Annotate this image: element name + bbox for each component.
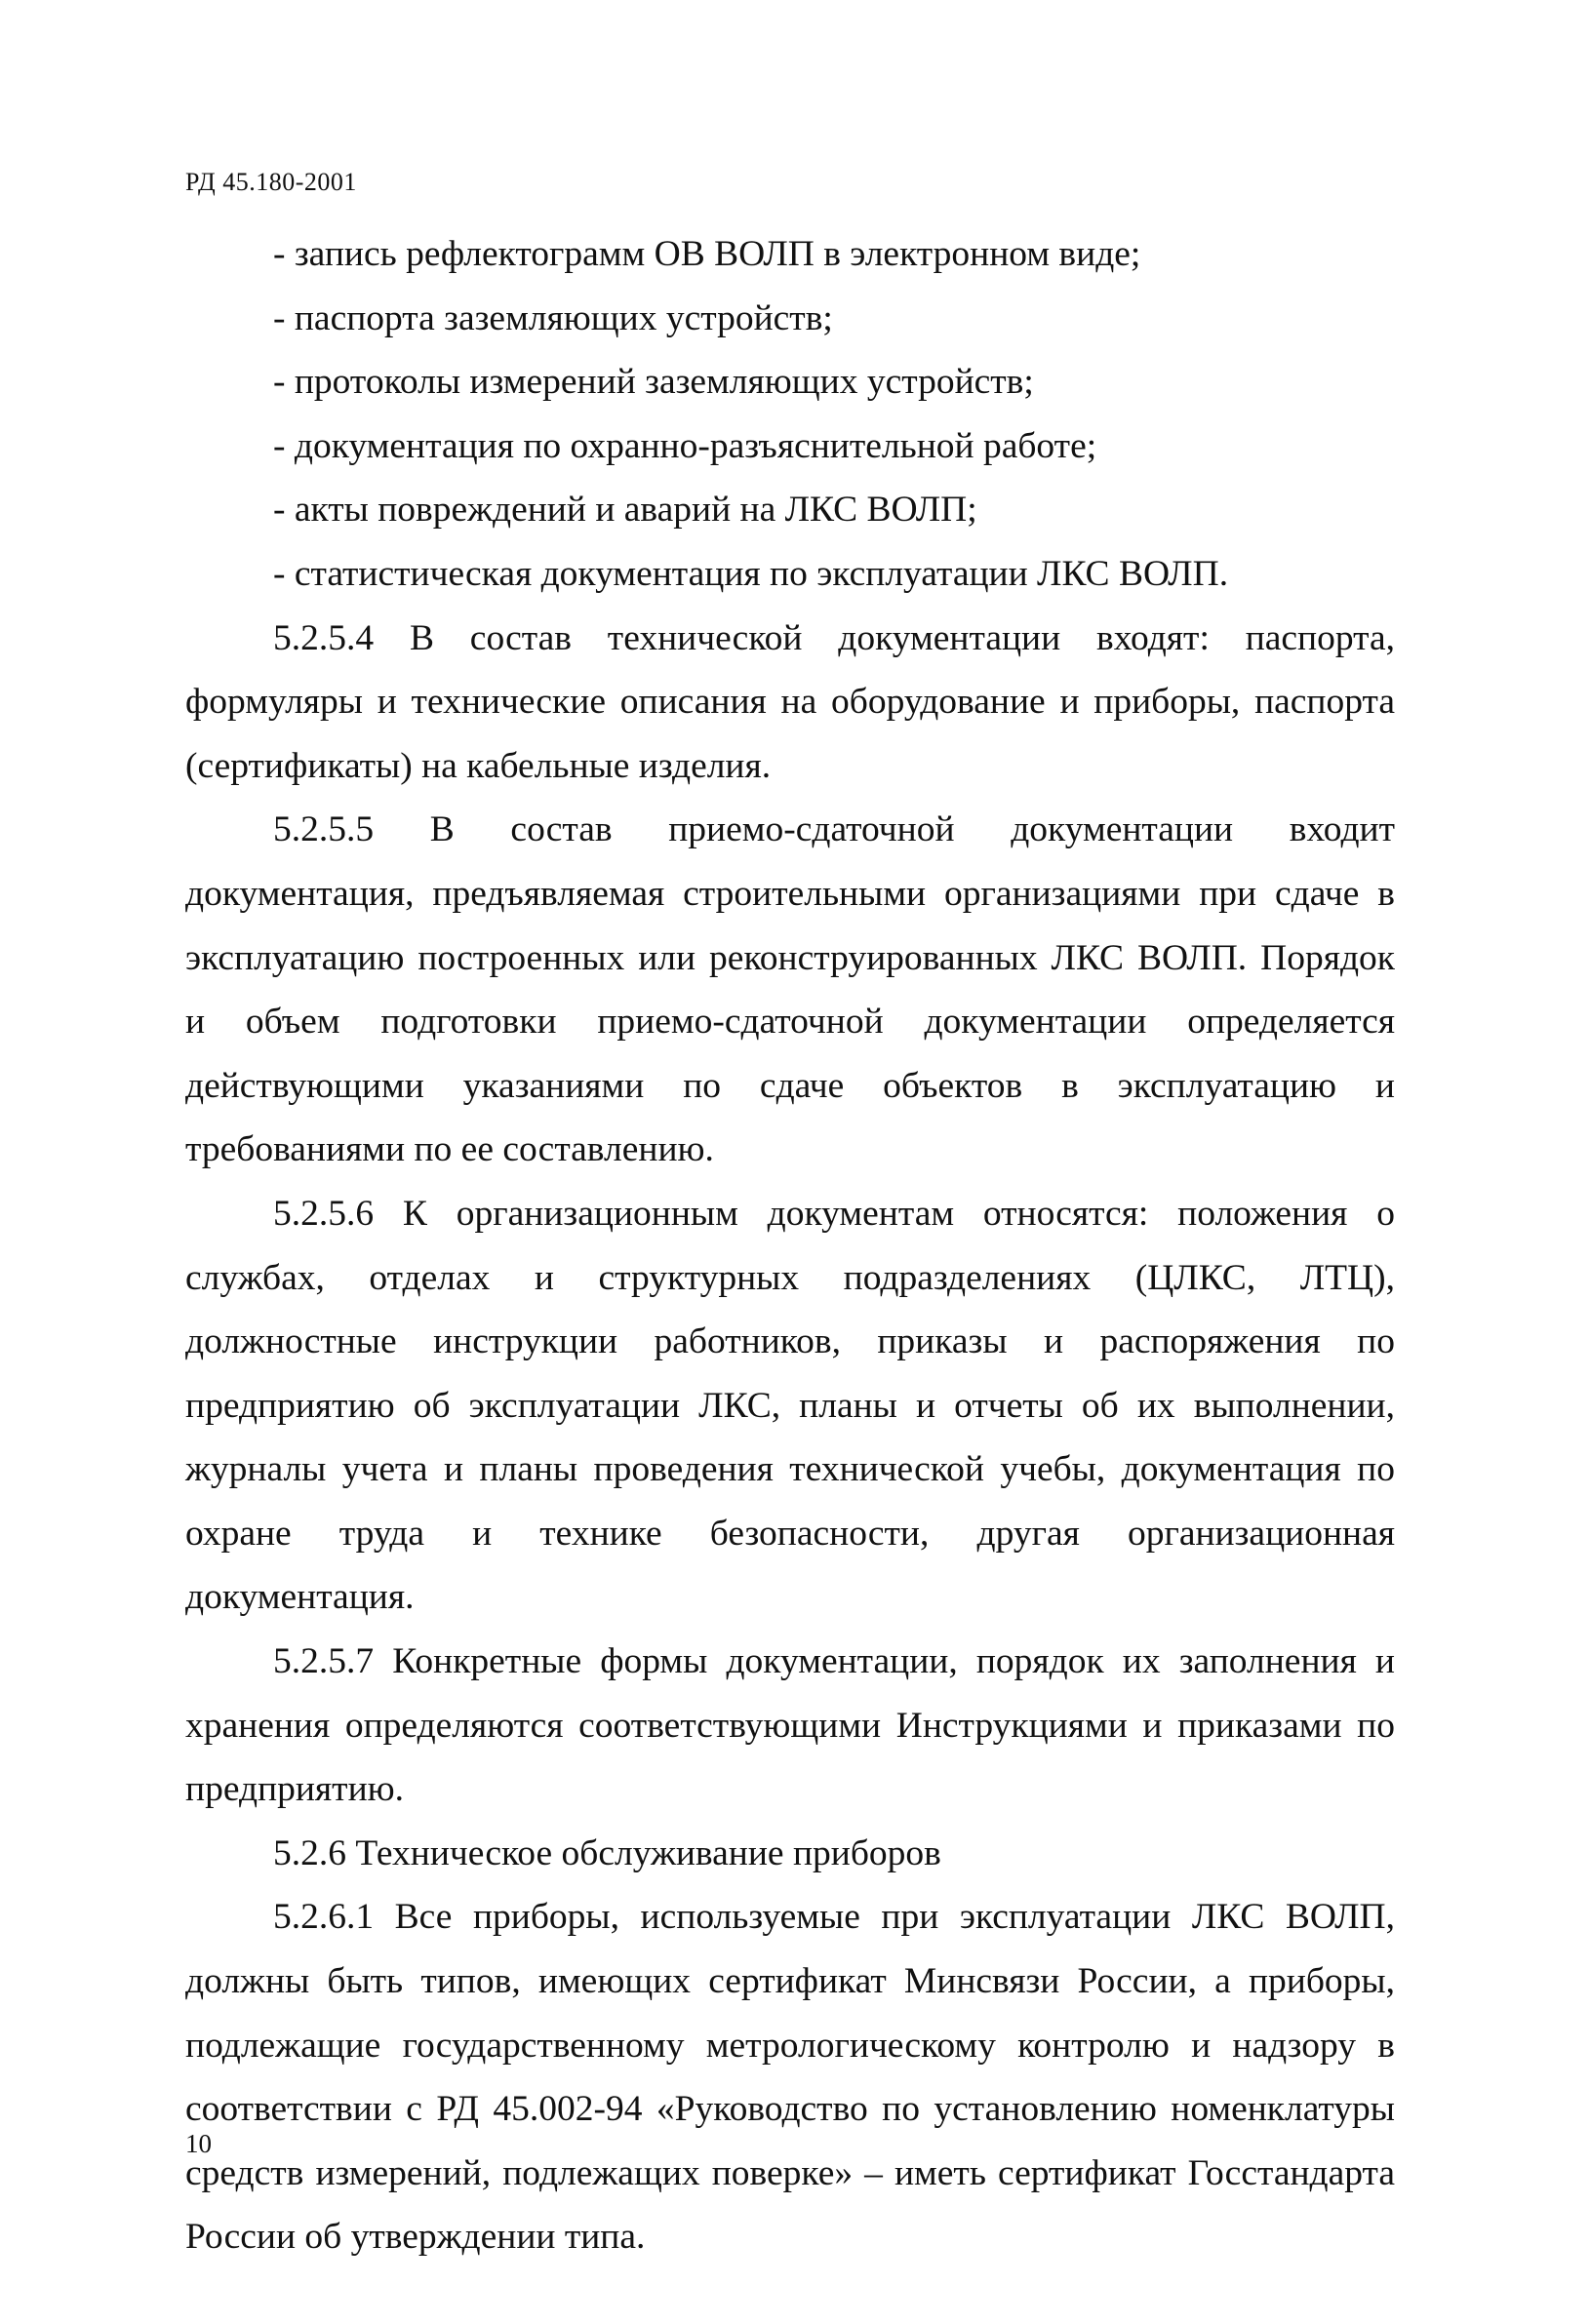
list-item: - запись рефлектограмм ОВ ВОЛП в электронном виде; [273, 234, 1141, 274]
paragraph-5-2-5-4: 5.2.5.4 В состав технической документации входят: паспорта, формуляры и технические описания на оборудование и приборы, паспорта (сертификаты) на кабельные изделия. [185, 617, 1395, 786]
list-item: - протоколы измерений заземляющих устройств; [273, 362, 1034, 403]
document-code: РД 45.180-2001 [185, 168, 357, 196]
paragraph-5-2-6-1: 5.2.6.1 Все приборы, используемые при эксплуатации ЛКС ВОЛП, должны быть типов, имеющих сертификат Минсвязи России, а приборы, подлежащие государственному метрологическому контролю и надзору в соответствии с РД 45.002-94 «Руководство по установлению номенклатуры средств измерений, подлежащих поверке» – иметь сертификат Госстандарта России об утверждении типа. [185, 1897, 1395, 2258]
paragraph-5-2-5-5: 5.2.5.5 В состав приемо-сдаточной документации входит документация, предъявляемая строительными организациями при сдаче в эксплуатацию построенных или реконструированных ЛКС ВОЛП. Порядок и объем подготовки приемо-сдаточной документации определяется действующими указаниями по сдаче объектов в эксплуатацию и требованиями по ее составлению. [185, 809, 1395, 1170]
page-number: 10 [185, 2129, 212, 2158]
list-item: - статистическая документация по эксплуатации ЛКС ВОЛП. [273, 553, 1229, 594]
paragraph-5-2-5-7: 5.2.5.7 Конкретные формы документации, порядок их заполнения и хранения определяются соответствующими Инструкциями и приказами по предприятию. [185, 1641, 1395, 1810]
document-body [185, 222, 1395, 2269]
list-item: - акты повреждений и аварий на ЛКС ВОЛП; [273, 490, 977, 531]
list-item: - документация по охранно-разъяснительной работе; [273, 425, 1097, 466]
section-heading-5-2-6: 5.2.6 Техническое обслуживание приборов [273, 1832, 941, 1873]
list-item: - паспорта заземляющих устройств; [273, 297, 833, 338]
paragraph-5-2-5-6: 5.2.5.6 К организационным документам относятся: положения о службах, отделах и структурных подразделениях (ЦЛКС, ЛТЦ), должностные инструкции работников, приказы и распоряжения по предприятию об эксплуатации ЛКС, планы и отчеты об их выполнении, журналы учета и планы проведения технической учебы, документация по охране труда и технике безопасности, другая организационная документация. [185, 1193, 1395, 1618]
